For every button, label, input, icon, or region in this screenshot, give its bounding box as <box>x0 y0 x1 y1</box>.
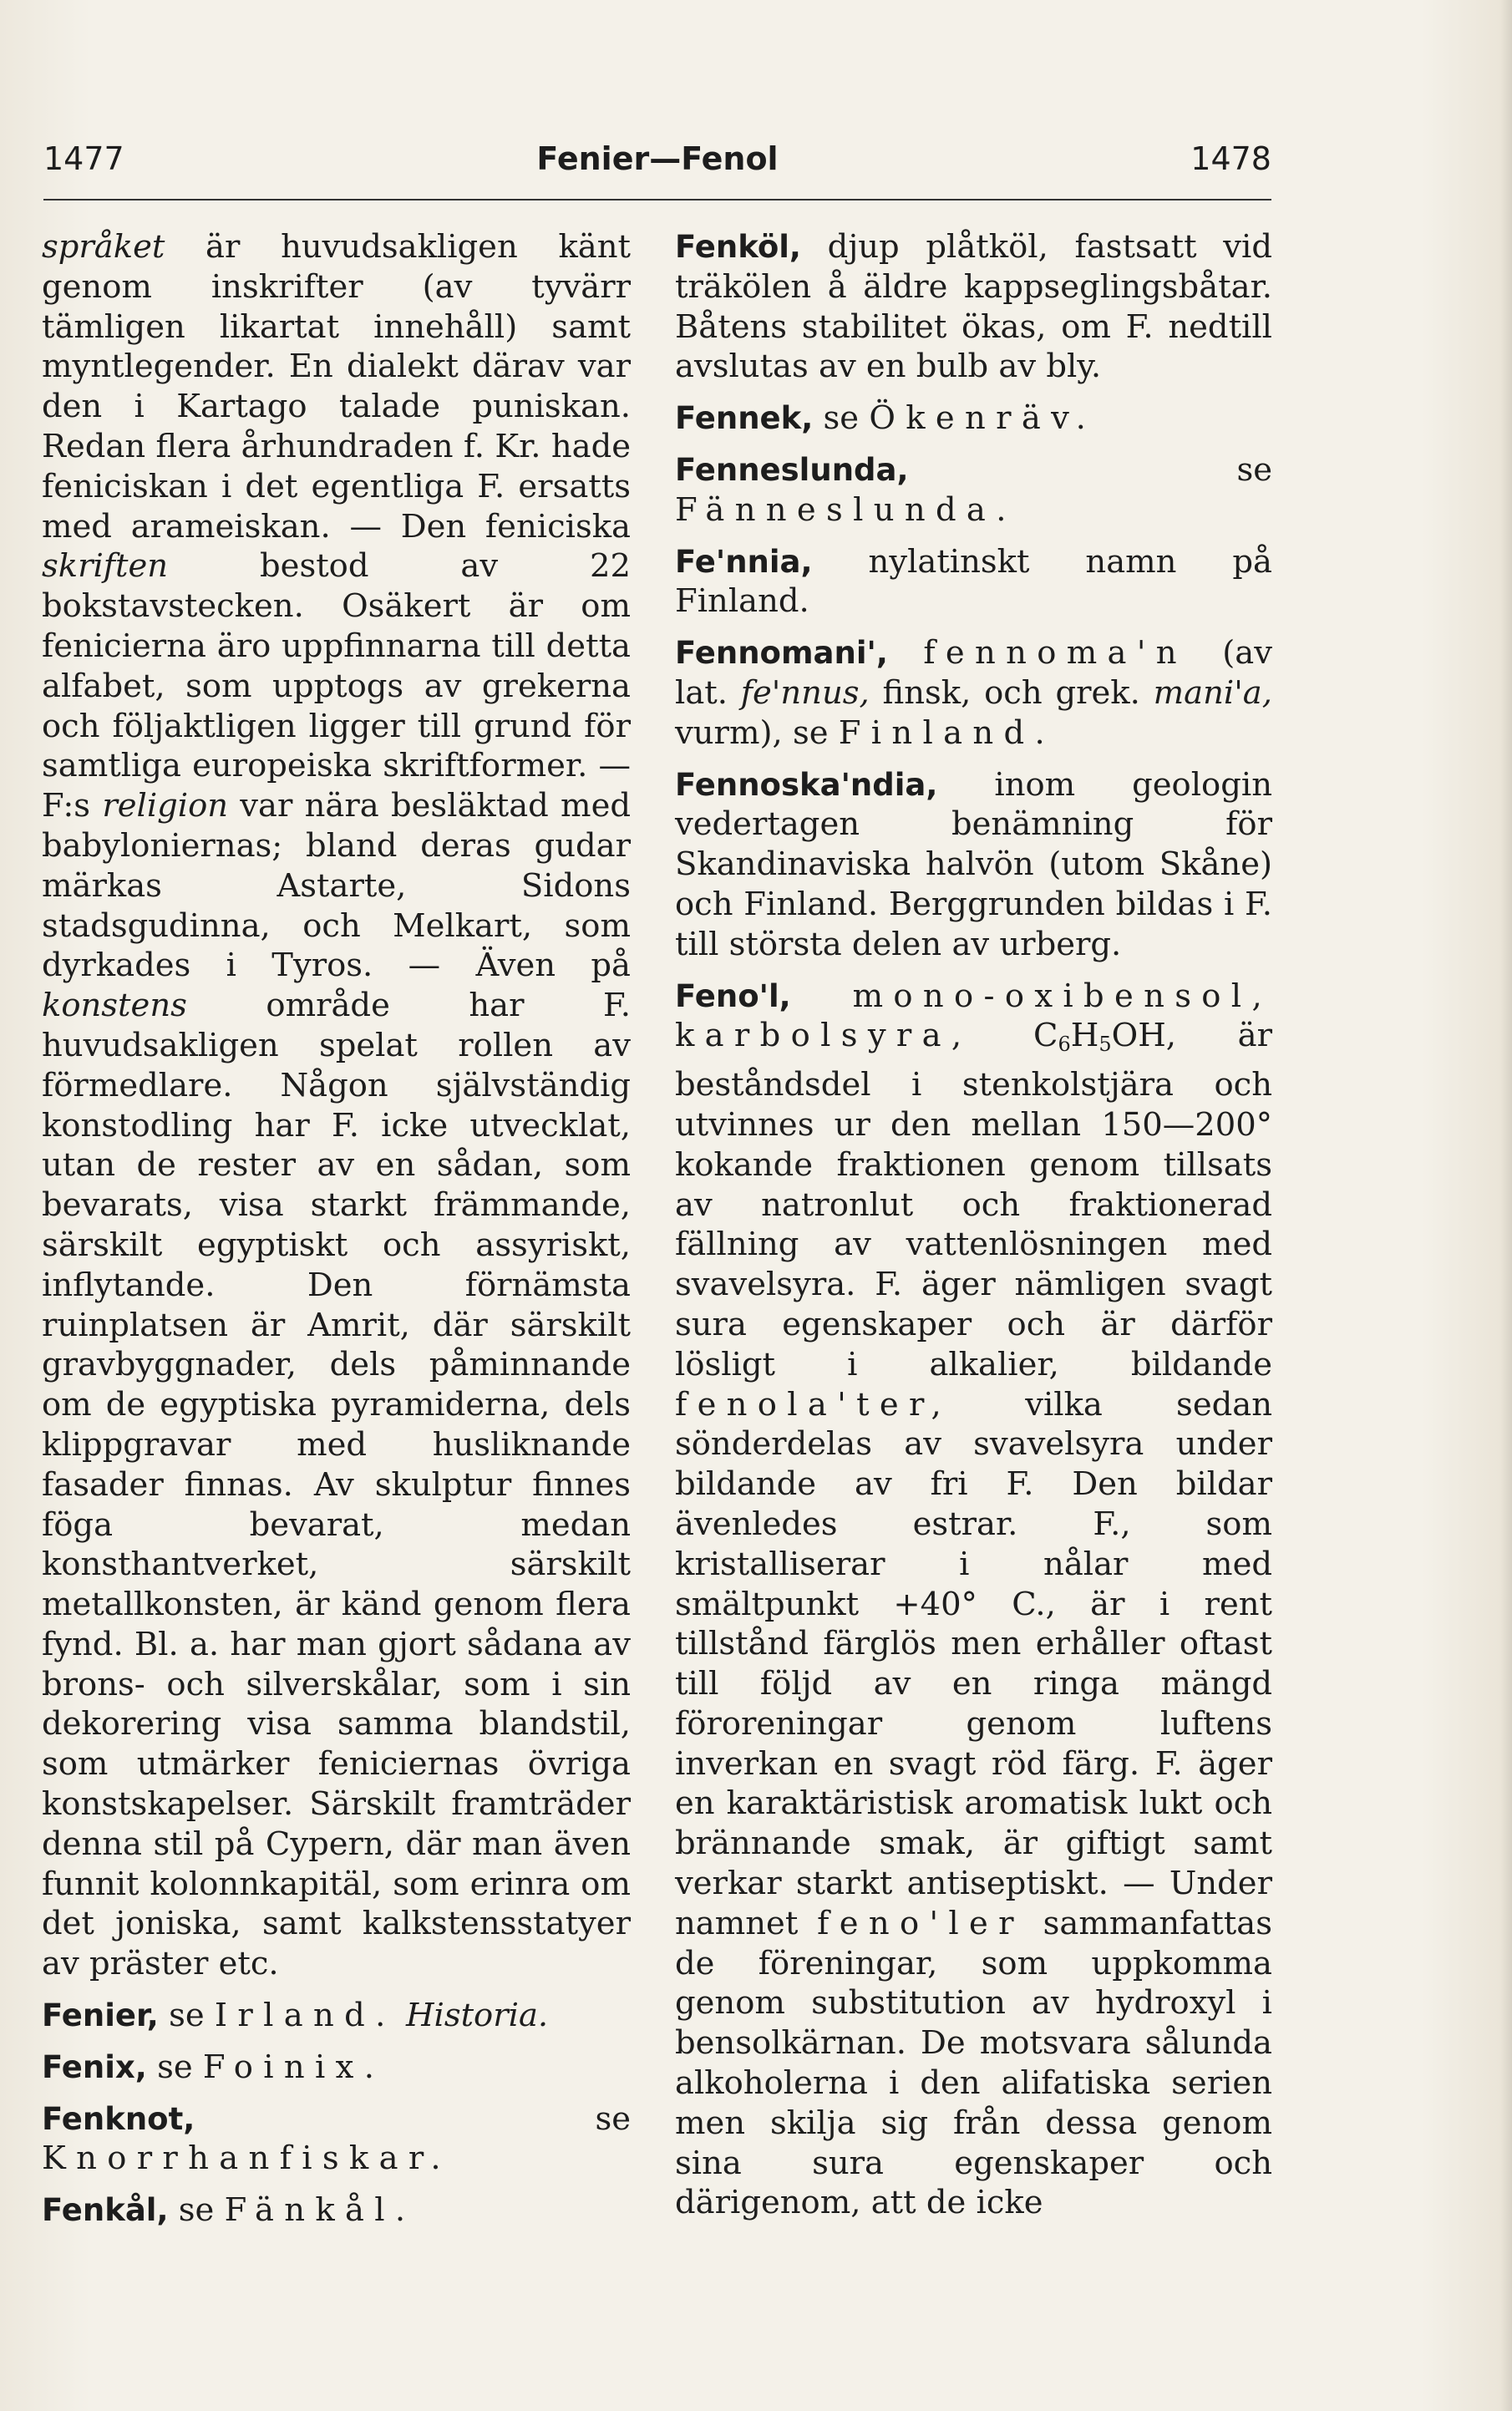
see-label: se <box>908 450 1272 489</box>
header-rule <box>43 199 1271 200</box>
body-text: djup plåtköl, fastsatt vid träkölen å äldre kappseglingsbåtar. Båtens stabilitet ökas, om F. nedtill avslutas av en bulb av bly. <box>675 228 1272 386</box>
formula-subscript: 6 <box>1058 1033 1071 1057</box>
formula-subscript: 5 <box>1098 1033 1112 1057</box>
spaced-term: fenola'ter, <box>675 1385 952 1424</box>
headword: Fennomani', <box>675 635 888 672</box>
body-text <box>791 977 853 1015</box>
headword: Feno'l, <box>675 977 791 1014</box>
headword: Fenneslunda, <box>675 451 909 488</box>
spaced-term: mono-oxibensol, karbolsyra, <box>675 977 1272 1055</box>
entry-fennia <box>675 542 1272 622</box>
entry-fenknot <box>42 2099 631 2180</box>
headword: Fenknot, <box>42 2100 195 2137</box>
formula-part: C <box>972 1017 1058 1055</box>
cross-reference: Irland. <box>214 1997 396 2035</box>
cross-reference: Foinix. <box>202 2048 385 2086</box>
page-number-right: 1478 <box>1190 140 1271 177</box>
cross-reference: Finland. <box>838 713 1056 752</box>
formula-part: OH, <box>1111 1017 1177 1055</box>
cross-reference: Fänneslunda. <box>675 490 1017 529</box>
body-text: nylatinskt namn på Finland. <box>675 542 1272 621</box>
entry-fenicien-continued <box>42 227 631 1984</box>
headword: Fenix, <box>42 2048 147 2085</box>
header-title: Fenier—Fenol <box>536 140 779 177</box>
body-text: (av lat. <box>675 634 1272 712</box>
body-text: vurm), se <box>675 713 839 752</box>
running-header <box>43 134 1271 192</box>
spaced-term: fennoma'n <box>923 634 1187 673</box>
body-text: sammanfattas de föreningar, som uppkomma genom substitution av hydroxyl i bensolkärnan. De motsvara sålunda alkoholerna i den alifatiska serien men skilja sig från dessa genom sina sura egenskaper och därigenom, att de icke <box>675 1904 1272 2222</box>
headword: Fennek, <box>675 400 814 437</box>
body-text: vilka sedan sönderdelas av svavelsyra under bildande av fri F. Den bildar ävenledes estrar. F., som kristalliserar i nålar med smältpunkt +40° C., är i rent tillstånd färglös men erhåller oftast till följd av en ringa mängd föroreningar genom luftens inverkan en svagt röd färg. F. äger en karaktäristisk aromatisk lukt och brännande smak, är giftigt samt verkar starkt antiseptiskt. — Under namnet <box>675 1385 1272 1942</box>
page-edge-shadow <box>1500 0 1512 2411</box>
italic-term: Historia. <box>395 1997 549 2035</box>
body-text: finsk, och grek. <box>869 673 1154 712</box>
entry-fenier <box>42 1996 631 2036</box>
headword: Fe'nnia, <box>675 543 813 580</box>
see-label: se <box>813 399 870 438</box>
headword: Fenier, <box>42 1997 159 2034</box>
italic-term: religion <box>102 787 229 825</box>
italic-term: mani'a, <box>1153 673 1272 712</box>
entry-fennoskandia <box>675 765 1272 965</box>
italic-term: konstens <box>42 987 187 1025</box>
entry-fennomani <box>675 633 1272 753</box>
headword: Fennoska'ndia, <box>675 766 938 803</box>
body-text: är huvudsakligen känt genom inskrifter (av tyvärr tämligen likartat innehåll) samt myntlegender. En dialekt därav var den i Kartago talade puniskan. Redan flera århundraden f. Kr. hade feniciskan i det egentliga F. ersatts med arameiskan. — Den feniciska <box>42 228 631 546</box>
body-text: bestod av 22 bokstavstecken. Osäkert är om fenicierna äro uppfinnarna till detta alfabet, som upptogs av grekerna och följaktligen ligger till grund för samtliga europeiska skriftformer. — F:s <box>42 547 631 825</box>
body-text: område har F. huvudsakligen spelat rollen av förmedlare. Någon självständig konstodling har F. icke utvecklat, utan de rester av en sådan, som bevarats, visa starkt främmande, särskilt egyptiskt och assyriskt, inflytande. Den förnämsta ruinplatsen är Amrit, där särskilt gravbyggnader, dels påminnande om de egyptiska pyramiderna, dels klippgravar med husliknande fasader finnas. Av skulptur finnes föga bevarat, medan konsthantverket, särskilt metallkonsten, är känd genom flera fynd. Bl. a. har man gjort sådana av brons- och silverskålar, som i sin dekorering visa samma blandstil, som utmärker feniciernas övriga konstskapelser. Särskilt framträder denna stil på Cypern, där man även funnit kolonnkapitäl, som erinra om det joniska, samt kalkstensstatyer av präster etc. <box>42 987 631 1983</box>
see-label: se <box>168 2191 225 2230</box>
entry-fennek <box>675 398 1272 439</box>
body-text <box>888 634 923 672</box>
spaced-term: feno'ler <box>817 1904 1024 1942</box>
formula-part: H <box>1070 1017 1099 1055</box>
cross-reference: Knorrhanfiskar. <box>42 2139 451 2178</box>
body-text: inom geologin vedertagen benämning för Skandinaviska halvön (utom Skåne) och Finland. Berggrunden bildas i F. till största delen av urberg. <box>675 765 1272 963</box>
cross-reference: Ökenräv. <box>869 399 1097 438</box>
entry-fenix <box>42 2048 631 2088</box>
entry-fenneslunda <box>675 450 1272 530</box>
cross-reference: Fänkål. <box>224 2191 416 2230</box>
left-column <box>42 227 631 2231</box>
see-label: se <box>195 2099 631 2138</box>
italic-term: språket <box>42 228 165 266</box>
italic-term: fe'nnus, <box>740 673 870 712</box>
italic-term: skriften <box>42 547 169 586</box>
body-text: var nära besläktad med babyloniernas; bland deras gudar märkas Astarte, Sidons stadsgudinna, och Melkart, som dyrkades i Tyros. — Även på <box>42 787 631 985</box>
see-label: se <box>158 1997 215 2035</box>
page-number-left: 1477 <box>43 140 124 177</box>
right-column <box>675 227 1272 2223</box>
headword: Fenköl, <box>675 229 801 265</box>
headword: Fenkål, <box>42 2192 169 2229</box>
body-text: är beståndsdel i stenkolstjära och utvinnes ur den mellan 150—200° kokande fraktionen genom tillsats av natronlut och fraktionerad fällning av vattenlösningen med svavelsyra. F. äger nämligen svagt sura egenskaper och är därför lösligt i alkalier, bildande <box>675 1017 1272 1383</box>
entry-fenol <box>675 977 1272 2224</box>
entry-fenkol <box>675 227 1272 387</box>
entry-fenkal <box>42 2190 631 2231</box>
see-label: se <box>146 2048 203 2086</box>
